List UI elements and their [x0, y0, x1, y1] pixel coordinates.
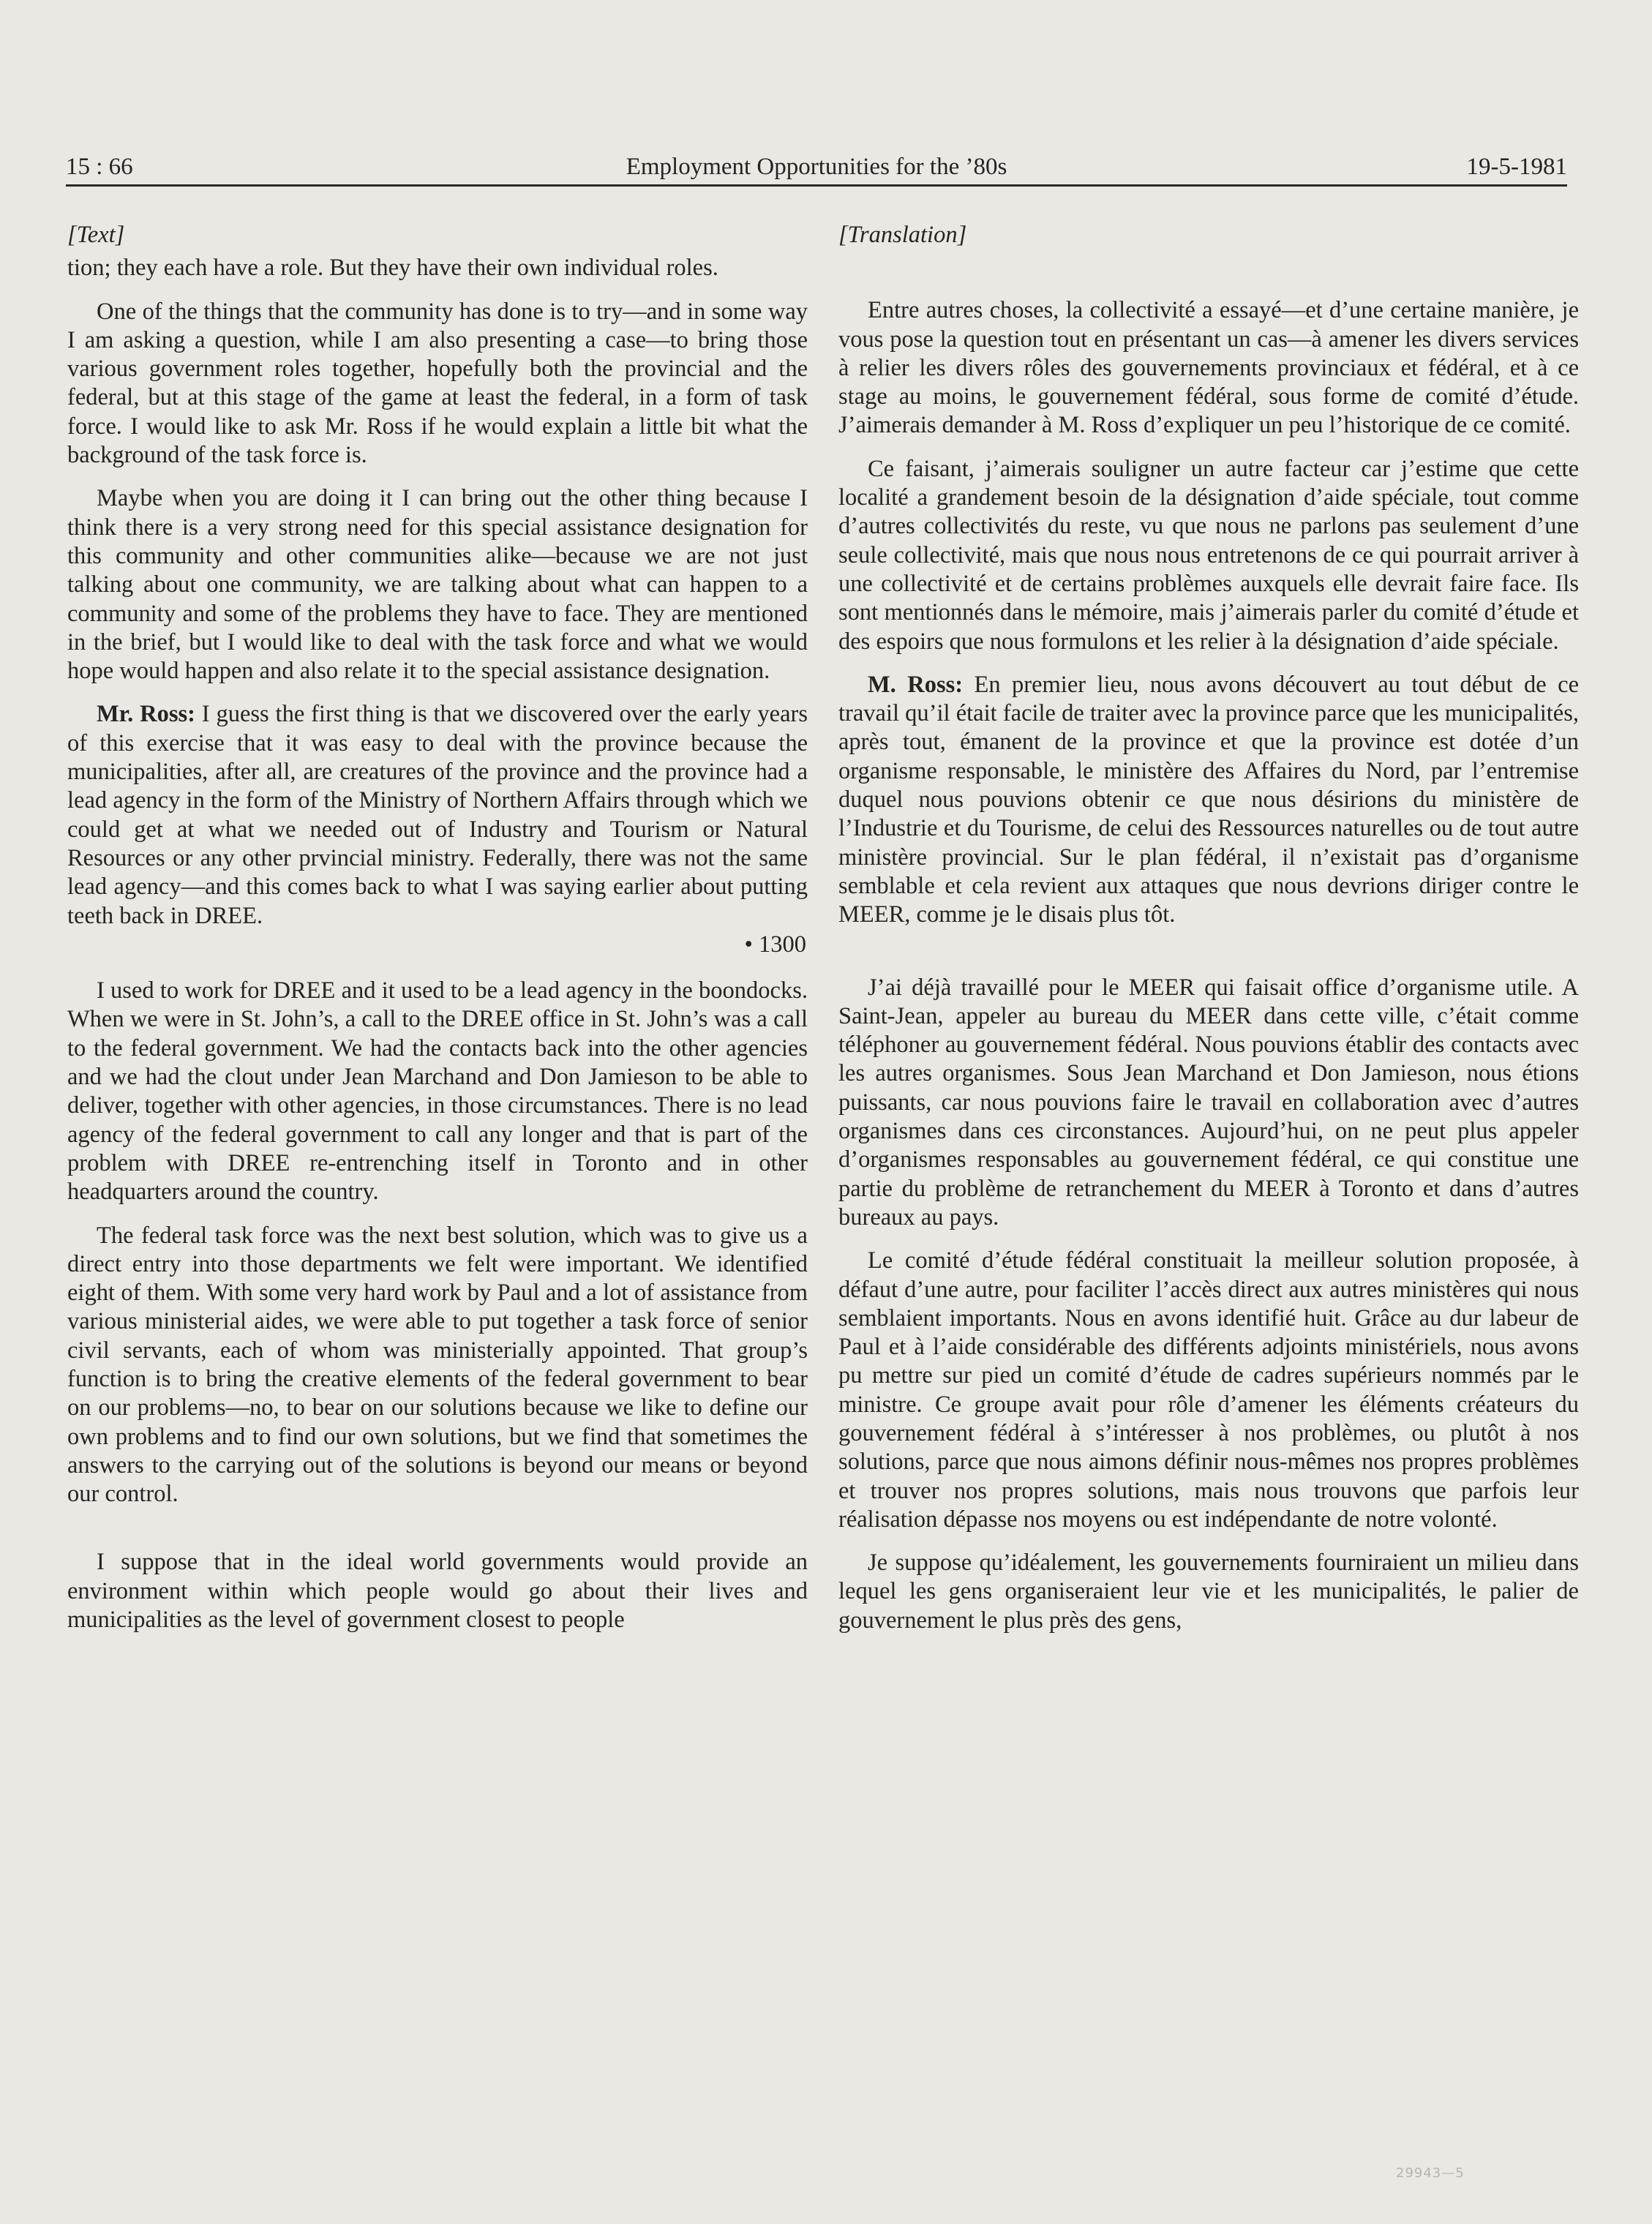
paragraph: Je suppose qu’idéalement, les gouvernements fourniraient un milieu dans lequel les gens organiseraient leur vie et les municipalités, le palier de gouvernement le plus près des gens, — [838, 1549, 1579, 1634]
paragraph: One of the things that the community has done is to try—and in some way I am asking a question, while I am also presenting a case—to bring those various government roles together, hopefully both the provincial and the federal, but at this stage of the game at least the federal, in a form of task force. I would like to ask Mr. Ross if he would explain a little bit what the background of the task force is. — [67, 298, 808, 469]
header-rule — [66, 184, 1567, 187]
column-label: [Translation] — [838, 222, 967, 248]
paragraph: tion; they each have a role. But they have their own individual roles. — [67, 255, 718, 282]
paragraph-text: En premier lieu, nous avons découvert au tout début de ce travail qu’il était facile de traiter avec la province parce que les municipalités, après tout, émanent de la province et que la province est dotée d’un organisme responsable, le ministère des Affaires du Nord, par l’entremise duquel nous pouvions obtenir ce que nous désirions du ministère de l’Industrie et du Tourisme, de celui des Ressources naturelles ou de tout autre ministère provincial. Sur le plan fédéral, il n’existait pas d’organisme semblable et cela revient aux attaques que nous devrions diriger contre le MEER, comme je le disais plus tôt. — [838, 671, 1580, 928]
paragraph: J’ai déjà travaillé pour le MEER qui faisait office d’organisme utile. A Saint-Jean, appeler au bureau du MEER dans cette ville, c’était comme téléphoner au gouvernement fédéral. Nous pouvions établir des contacts avec les autres organismes. Sous Jean Marchand et Don Jamieson, nous étions puissants, car nous pouvions faire le travail en collaboration avec d’autres organismes dans ces circonstances. Aujourd’hui, on ne peut plus appeler d’organismes responsables au gouvernement fédéral, ce qui constitue une partie du problème de retranchement du MEER à Toronto et dans d’autres bureaux au pays. — [838, 974, 1579, 1231]
paragraph: I suppose that in the ideal world governments would provide an environment within which people would go about their lives and municipalities as the level of government closest to people — [67, 1549, 808, 1634]
french-column — [838, 221, 1579, 1635]
paragraph: Ce faisant, j’aimerais souligner un autre facteur car j’estime que cette localité a grandement besoin de la désignation d’aide spéciale, tout comme d’autres collectivités du reste, vu que nous ne parlons pas seulement d’une seule collectivité, mais que nous nous entretenons de ce qui pourrait arriver à une collectivité et de certains problèmes auxquels elle devrait faire face. Ils sont mentionnés dans le mémoire, mais j’aimerais parler du comité d’étude et des espoirs que nous formulons et les relier à la désignation d’aide spéciale. — [838, 455, 1579, 655]
page-header — [66, 146, 1567, 184]
speaker-name: M. Ross: — [868, 671, 964, 698]
paragraph: I used to work for DREE and it used to be a lead agency in the boondocks. When we were in St. John’s, a call to the DREE office in St. John’s was a call to the federal government. We had the contacts back into the other agencies and we had the clout under Jean Marchand and Don Jamieson to be able to deliver, together with other agencies, in those circumstances. There is no lead agency of the federal government to call any longer and that is part of the problem with DREE re-entrenching itself in Toronto and in other headquarters around the country. — [67, 977, 808, 1206]
running-title: Employment Opportunities for the ’80s — [626, 154, 1007, 180]
speaker-paragraph — [67, 700, 808, 930]
speaker-paragraph — [838, 671, 1579, 930]
speaker-name: Mr. Ross: — [97, 701, 195, 728]
page-number: 15 : 66 — [66, 154, 133, 180]
paragraph: Le comité d’étude fédéral constituait la meilleur solution proposée, à défaut d’une autre, pour faciliter l’accès direct aux autres ministères qui nous semblaient importants. Nous en avons identifié huit. Grâce au dur labeur de Paul et à l’aide considérable des différents adjoints ministériels, nous avons pu mettre sur pied un comité d’étude de cadres supérieurs nommés par le ministre. Ce groupe avait pour rôle d’amener les éléments créateurs du gouvernement fédéral à s’intéresser à nos problèmes, ou plutôt à nos solutions, parce que nous aimons définir nous-mêmes nos propres problèmes et trouver nos propres solutions, mais nous trouvons que parfois leur réalisation dépasse nos moyens ou est indépendante de notre volonté. — [838, 1247, 1579, 1533]
timestamp: • 1300 — [744, 931, 806, 958]
header-date: 19-5-1981 — [1466, 154, 1567, 180]
column-label: [Text] — [67, 222, 125, 248]
paragraph: Maybe when you are doing it I can bring out the other thing because I think there is a very strong need for this special assistance designation for this community and other communities alike—because we are not just talking about one community, we are talking about what can happen to a community and some of the problems they have to face. They are mentioned in the brief, but I would like to deal with the task force and what we would hope would happen and also relate it to the special assistance designation. — [67, 485, 808, 685]
print-code: 29943—5 — [1396, 2165, 1465, 2181]
english-column — [67, 221, 808, 1634]
paragraph: The federal task force was the next best solution, which was to give us a direct entry into those departments we felt were important. We identified eight of them. With some very hard work by Paul and a lot of assistance from various ministerial aides, we were able to put together a task force of senior civil servants, each of whom was ministerially appointed. That group’s function is to bring the creative elements of the federal government to bear on our problems—no, to bear on our solutions because we like to define our own problems and to find our own solutions, but we find that sometimes the answers to the carrying out of the solutions is beyond our means or beyond our control. — [67, 1222, 808, 1508]
paragraph-text: I guess the first thing is that we discovered over the early years of this exercise that it was easy to deal with the province because the municipalities, after all, are creatures of the province and the province had a lead agency in the form of the Ministry of Northern Affairs through which we could get at what we needed out of Industry and Tourism or Natural Resources or any other prvincial ministry. Federally, there was not the same lead agency—and this comes back to what I was saying earlier about putting teeth back in DREE. — [67, 701, 808, 929]
paragraph: Entre autres choses, la collectivité a essayé—et d’une certaine manière, je vous pose la question tout en présentant un cas—à amener les divers services à relier les divers rôles des gouvernements provinciaux et fédéral, et à ce stage au moins, le gouvernement fédéral, sous forme de comité d’étude. J’aimerais demander à M. Ross d’expliquer un peu l’historique de ce comité. — [838, 297, 1579, 439]
